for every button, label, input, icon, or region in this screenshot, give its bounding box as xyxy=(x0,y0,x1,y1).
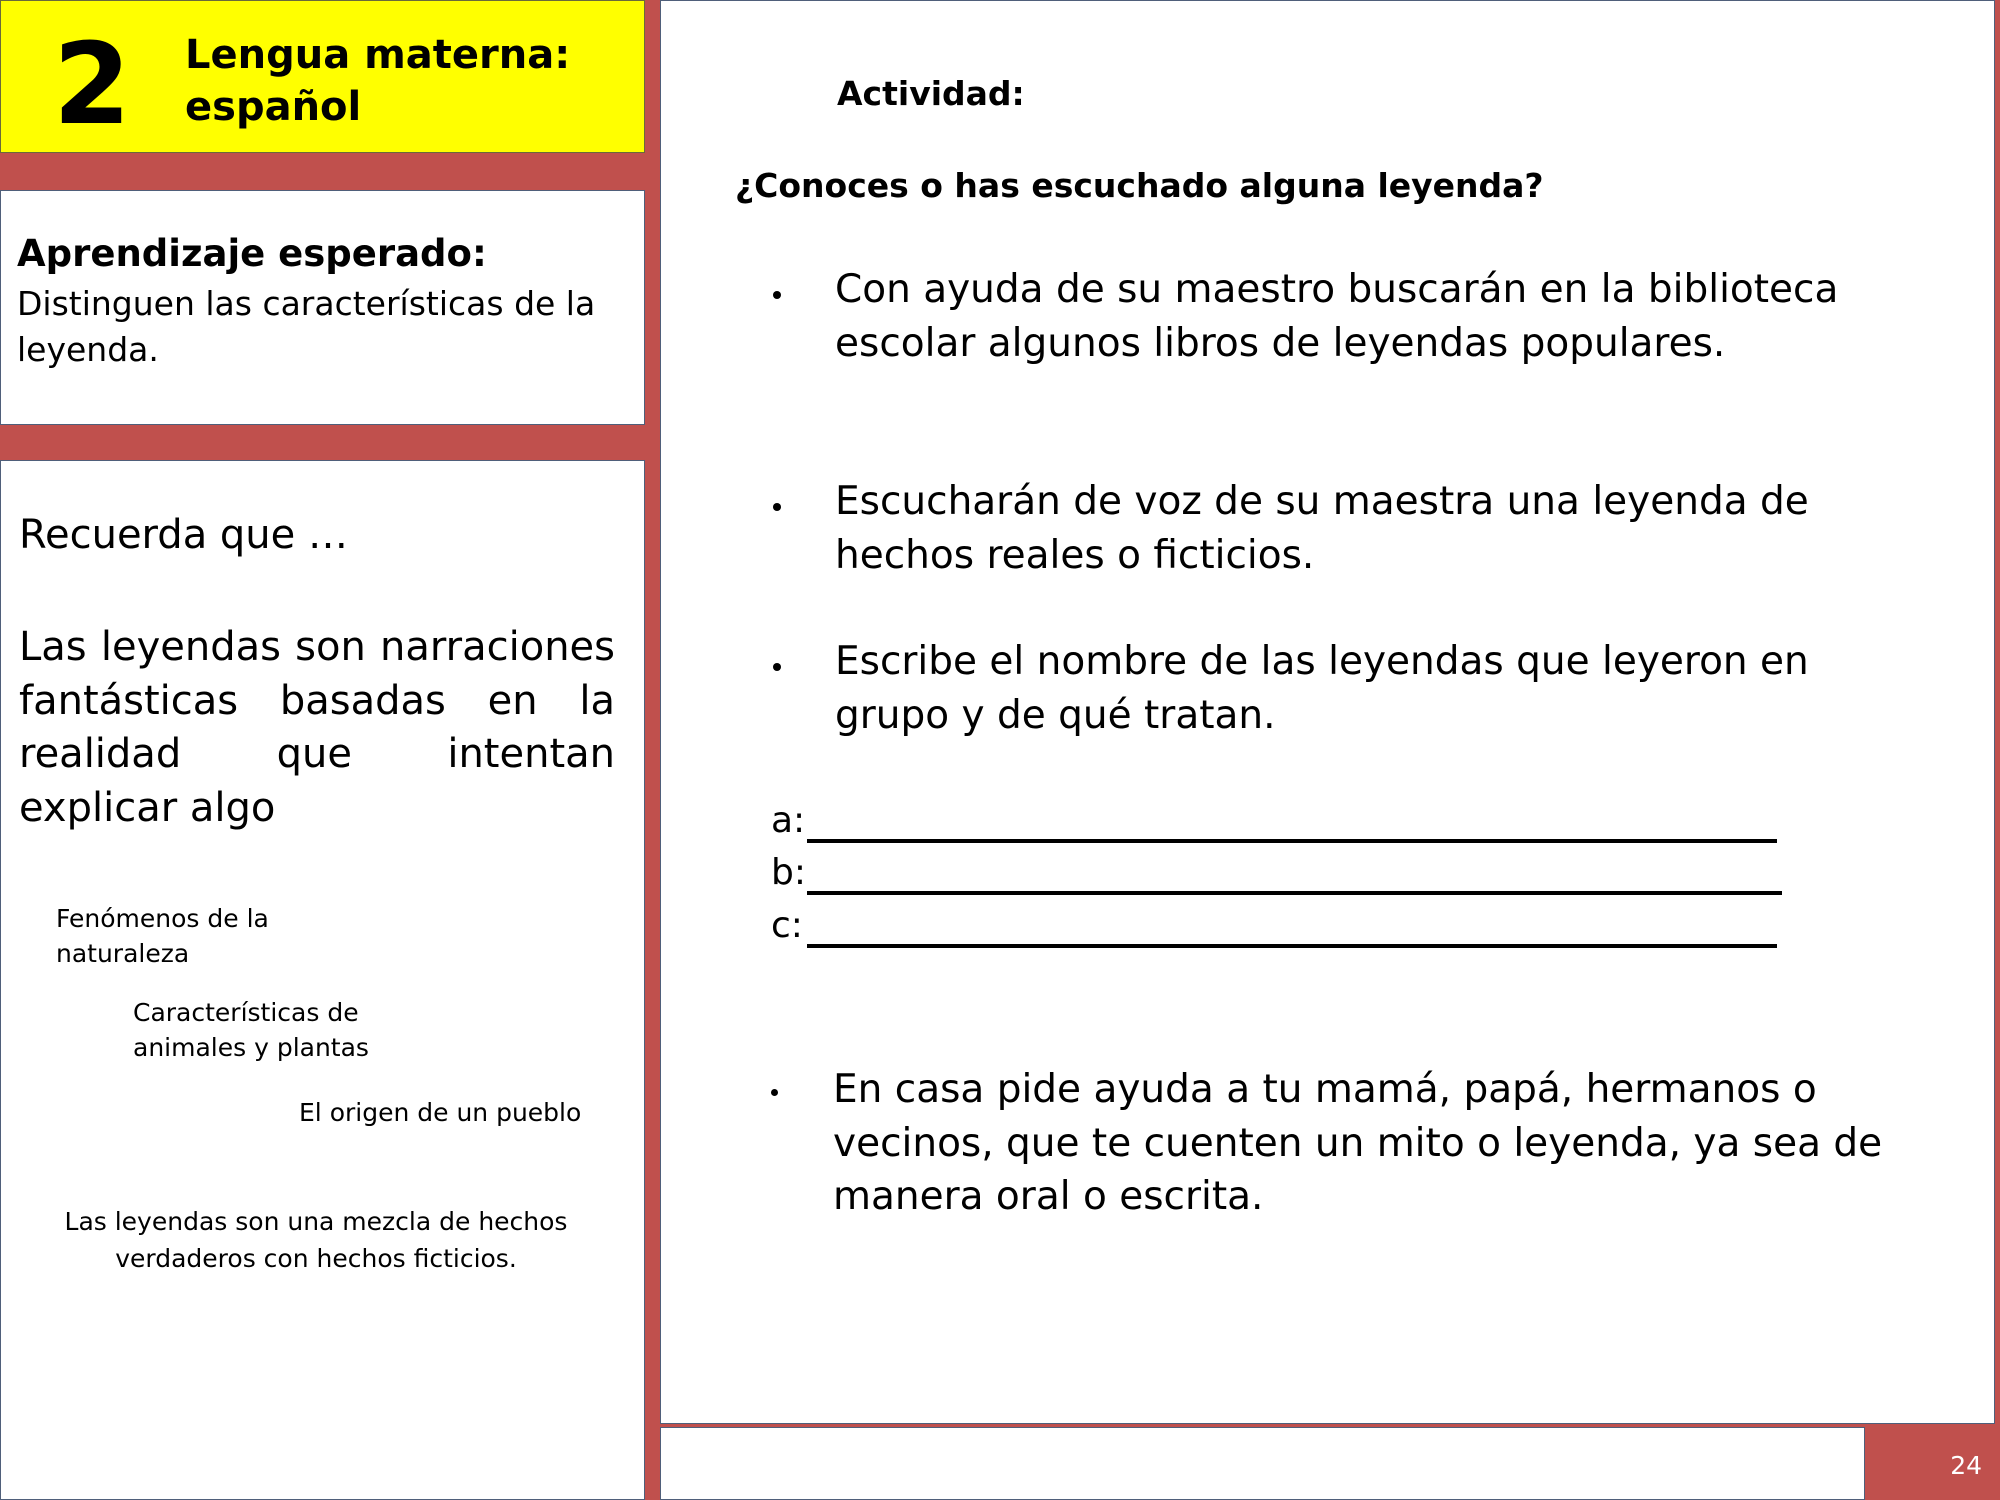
answer-underline[interactable] xyxy=(807,839,1777,843)
bullet-text: Con ayuda de su maestro buscarán en la biblioteca escolar algunos libros de leyendas populares. xyxy=(835,267,1839,366)
bullet-icon xyxy=(771,1089,778,1096)
bullet-text: Escribe el nombre de las leyendas que leyeron en grupo y de qué tratan. xyxy=(835,639,1809,738)
answer-underline[interactable] xyxy=(807,944,1777,948)
answer-label: a: xyxy=(771,800,806,841)
reminder-title: Recuerda que … xyxy=(19,512,348,558)
bullet-icon xyxy=(773,663,781,671)
home-task-text: En casa pide ayuda a tu mamá, papá, hermanos o vecinos, que te cuenten un mito o leyenda, ya sea de manera oral o escrita. xyxy=(833,1067,1883,1219)
learning-objective-title: Aprendizaje esperado: xyxy=(17,232,487,275)
lesson-number: 2 xyxy=(53,20,131,150)
answer-underline[interactable] xyxy=(807,891,1782,895)
activity-title: Actividad: xyxy=(837,74,1025,113)
topic-town-origin: El origen de un pueblo xyxy=(299,1098,582,1127)
learning-objective-text: Distinguen las características de la leyenda. xyxy=(17,284,596,369)
answer-label: c: xyxy=(771,905,803,946)
reminder-definition: Las leyendas son narraciones fantásticas basadas en la realidad que intentan explicar algo xyxy=(19,624,615,831)
header-box xyxy=(0,0,645,153)
reminder-box xyxy=(0,460,645,1500)
bullet-text: Escucharán de voz de su maestra una leyenda de hechos reales o ficticios. xyxy=(835,479,1809,578)
bullet-icon xyxy=(773,291,781,299)
answer-label: b: xyxy=(771,852,806,893)
footer-box xyxy=(660,1427,1865,1500)
bullet-icon xyxy=(773,503,781,511)
subject-title: Lengua materna: español xyxy=(185,32,571,130)
topic-natural-phenomena: Fenómenos de la naturaleza xyxy=(56,904,269,968)
page-number: 24 xyxy=(1950,1451,1982,1480)
topic-animals-plants: Características de animales y plantas xyxy=(133,998,369,1062)
reminder-note: Las leyendas son una mezcla de hechos verdaderos con hechos ficticios. xyxy=(64,1207,568,1273)
activity-question: ¿Conoces o has escuchado alguna leyenda? xyxy=(735,166,1544,205)
activity-panel xyxy=(660,0,1995,1424)
learning-objective-box xyxy=(0,190,645,425)
